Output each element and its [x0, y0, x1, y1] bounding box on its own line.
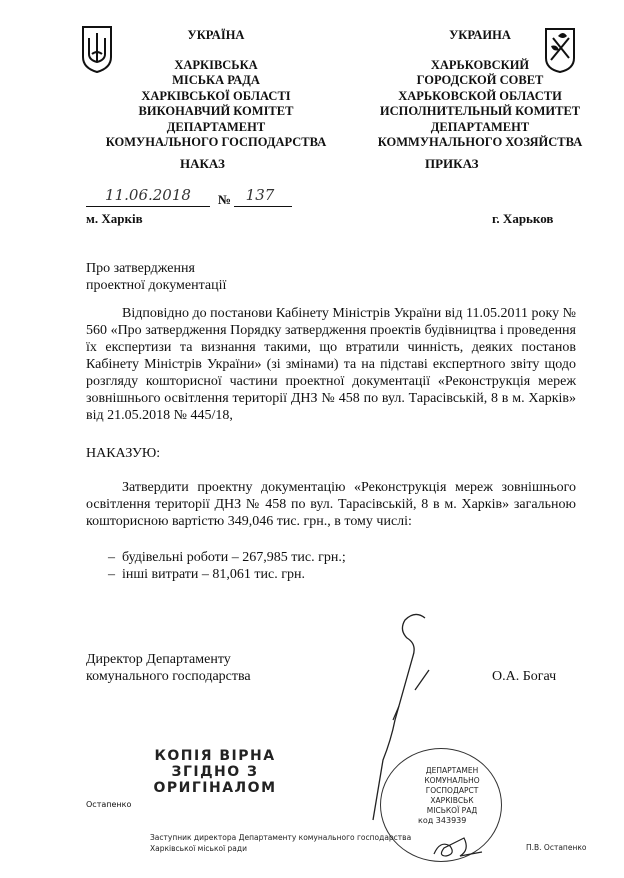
signatory-position: Директор Департаменту комунального господарства: [86, 652, 251, 684]
org-line-ru: ИСПОЛНИТЕЛЬНЫЙ КОМИТЕТ: [379, 104, 581, 118]
preamble-paragraph: Відповідно до постанови Кабінету Міністрів України від 11.05.2011 року № 560 «Про затвердження Порядку затвердження проектів будівництва і проведення їх експертизи та визнання такими, що втратили чинність, деяких постанов Кабінету Міністрів України» (зі змінами) та на підставі експертного звіту щодо розгляду кошторисної частини проектної документації «Реконструкція мереж зовнішнього освітлення території ДНЗ № 458 по вул. Тарасівській, 8 в м. Харків» від 21.05.2018 № 445/18,: [86, 306, 576, 423]
certifying-signature: [430, 832, 490, 862]
header-ru: [340, 28, 620, 151]
org-line-ua: ВИКОНАВЧИЙ КОМІТЕТ: [138, 104, 294, 118]
date-underline: [86, 206, 210, 207]
order-number-label: №: [218, 192, 232, 207]
subject-line: Про затвердження: [86, 261, 195, 276]
doc-type-ua: НАКАЗ: [180, 156, 225, 171]
header-ua: [75, 28, 357, 151]
subject: [86, 260, 226, 294]
org-line-ua: ХАРКІВСЬКА: [174, 57, 258, 72]
org-line-ru: ДЕПАРТАМЕНТ: [430, 119, 530, 134]
round-stamp-code: код 343939: [418, 816, 467, 825]
org-line-ua: КОМУНАЛЬНОГО ГОСПОДАРСТВА: [105, 135, 327, 149]
order-word: НАКАЗУЮ:: [86, 446, 161, 461]
decision-paragraph: Затвердити проектну документацію «Реконструкція мереж зовнішнього освітлення території ДНЗ № 458 по вул. Тарасівській, 8 в м. Харків» загальною кошторисною вартістю 349,046 тис. грн., в тому числі:: [86, 480, 576, 529]
subject-line: проектної документації: [86, 278, 227, 293]
org-line-ru: ХАРЬКОВСКОЙ ОБЛАСТИ: [398, 88, 562, 103]
order-number: 137: [245, 186, 275, 204]
footer-name: П.В. Остапенко: [526, 843, 587, 852]
org-line-ua: ДЕПАРТАМЕНТ: [166, 119, 266, 134]
org-line-ru: КОММУНАЛЬНОГО ХОЗЯЙСТВА: [377, 135, 583, 149]
list-item: – будівельні роботи – 267,985 тис. грн.;: [108, 550, 346, 565]
org-line-ua: МІСЬКА РАДА: [172, 73, 260, 87]
copy-stamp: КОПІЯ ВІРНА ЗГІДНО З ОРИГІНАЛОМ: [153, 748, 277, 796]
footer-position: Заступник директора Департаменту комунального господарства Харківської міської ради: [150, 833, 412, 853]
signatory-name: О.А. Богач: [492, 669, 557, 684]
org-line-ru: ХАРЬКОВСКИЙ: [430, 57, 530, 72]
executor-name: Остапенко: [86, 800, 132, 809]
org-line-ru: ГОРОДСКОЙ СОВЕТ: [416, 73, 544, 87]
cost-list: [108, 549, 346, 583]
org-line-ua: ХАРКІВСЬКОЇ ОБЛАСТІ: [141, 88, 291, 103]
country-ua: УКРАЇНА: [187, 28, 245, 42]
doc-type-ru: ПРИКАЗ: [425, 156, 479, 171]
city-ua: м. Харків: [86, 211, 143, 226]
round-stamp-text: ДЕПАРТАМЕН КОМУНАЛЬНО ГОСПОДАРСТ ХАРКІВСЬК МІСЬКОЇ РАД: [424, 766, 480, 815]
country-ru: УКРАИНА: [449, 28, 511, 42]
list-item: – інші витрати – 81,061 тис. грн.: [108, 567, 305, 582]
order-date: 11.06.2018: [105, 186, 191, 204]
number-underline: [234, 206, 292, 207]
city-ru: г. Харьков: [492, 211, 554, 226]
